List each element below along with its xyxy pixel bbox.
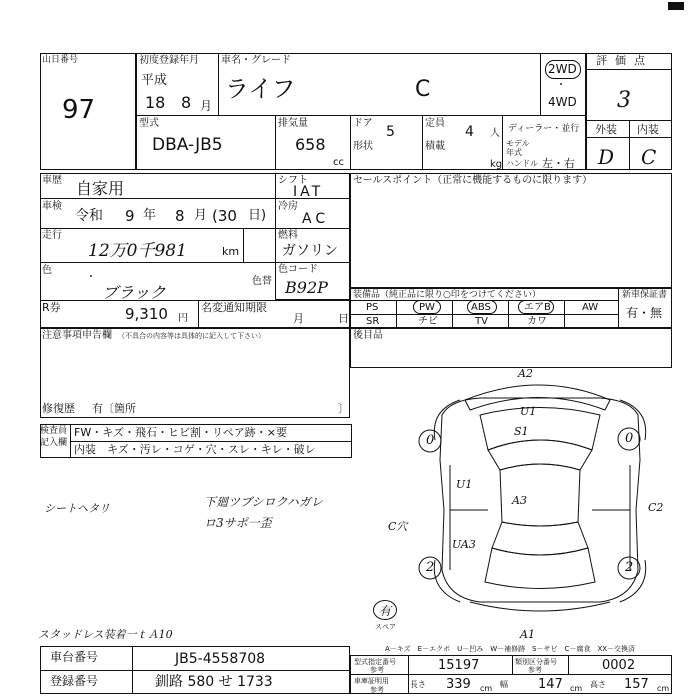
tire-mark-rear-left: 2 [426,560,435,575]
evaluation-score: 3 [617,88,631,113]
color-code-value: B92P [285,278,328,297]
inspector-row1: FW・キズ・飛石・ヒビ割・リペア跡・×要 [74,426,287,439]
equipment-leather: カワ [527,316,547,327]
registration-year: 18 [145,93,166,112]
class-no-label2: 参考 [528,666,542,674]
sales-box [350,173,672,288]
handle-value: 左・右 [542,157,575,170]
class-no-label1: 類別区分番号 [515,658,557,666]
handle-label: ハンドル [506,159,538,168]
exterior-score: D [598,145,615,169]
car-diagram [410,370,670,650]
equipment-tv-small: チビ [418,316,438,327]
equipment-label: 装備品（純正品に限り○印をつけてください） [353,290,541,300]
recycle-label: R券 [42,301,61,314]
capacity-unit: 人 [490,128,500,139]
model-label: 型式 [139,118,159,129]
interior-label: 内装 [637,123,659,136]
cert-label2: 参考 [370,686,384,694]
type-no-value: 15197 [438,658,480,673]
capacity-label: 定員 [425,118,445,129]
interior-score: C [641,145,657,169]
warranty-value: 有・無 [626,306,663,320]
model-value: DBA-JB5 [152,135,223,155]
equipment-abs: ABS [471,302,491,313]
inspection-year: 9 [125,207,135,225]
notice-day: 日 [338,312,349,325]
equipment-pw: PW [419,302,435,313]
mileage-label: 走行 [42,230,62,241]
notice-month: 月 [293,312,304,325]
inspector-note1: シートヘタリ [44,502,110,515]
evaluation-label: 評価点 [596,54,653,67]
shape-label: 形状 [353,141,373,152]
width-unit: cm [570,684,583,693]
inspection-day-unit: 日) [248,208,267,223]
rear-box [350,328,672,368]
inspector-note4: スタッドレス装着一ｔＡ10 [38,628,173,641]
vehicle-name-label: 車名・グレード [221,55,291,66]
notes-box [40,328,350,418]
diagram-mark-c2: C2 [648,501,664,514]
color-label: 色 [42,265,52,276]
plate-value: 釧路 580 せ 1733 [155,674,273,690]
repair-value: 有〔箇所 [92,402,136,415]
inspector-note3: ロ3サポ一歪 [204,516,272,530]
length-value: 339 [446,677,471,692]
equipment-tv: TV [475,316,488,327]
color-code-label: 色替 [252,276,272,287]
inspection-label: 車検 [42,201,62,212]
diagram-mark-u1-side: U1 [456,478,473,491]
spare-label: スペア [375,623,396,631]
load-label: 積載 [425,141,445,152]
mileage-value: 12万0千981 [88,241,187,261]
spare-value: 有 [379,604,392,618]
diagram-mark-u1-front: U1 [520,405,537,418]
load-unit: kg [490,159,503,170]
fuel-label: 燃料 [278,230,298,241]
equipment-ps: PS [366,302,379,313]
chassis-label: 車台番号 [50,650,99,664]
registration-month-unit: 月 [200,99,213,113]
repair-label: 修復歴 [42,402,75,415]
inspection-day: (30 [212,207,237,225]
doors-value: 5 [386,124,395,140]
inspector-label1: 検査員 [40,426,68,436]
drive-2wd: 2WD [548,62,577,76]
ac-label: 冷房 [278,201,298,212]
color-code-field-label: 色コード [278,264,318,275]
diagram-legend: A－キズ E－エクボ U－凹み W－補修跡 S－サビ C－腐食 XX－交換済 [385,645,636,653]
inspector-label2: 記入欄 [40,438,68,448]
length-unit: cm [480,684,493,693]
exterior-label: 外装 [595,123,617,136]
notice-label: 名変通知期限 [201,301,267,314]
diagram-mark-a2: A2 [518,367,533,380]
displacement-unit: cc [333,157,344,168]
drive-dot: ・ [556,80,566,91]
type-no-label1: 型式指定番号 [354,658,396,666]
inspector-row2: 内装 キズ・汚レ・コゲ・穴・スレ・キレ・破レ [74,443,316,456]
diagram-mark-c-hole: C穴 [388,520,408,533]
class-no-value: 0002 [602,658,636,673]
diagram-mark-ua3: UA3 [452,538,476,551]
history-value: 自家用 [76,179,125,198]
recycle-value: 9,310 [125,305,168,323]
length-label: 長さ [410,680,426,689]
shift-value: IAT [293,184,324,200]
dealer-label: ディーラー・並行 [508,124,580,134]
cert-label1: 車庫証明用 [354,677,389,685]
color-value: ブラック [102,283,166,302]
diagram-mark-a1: A1 [520,628,535,641]
corner-mark [668,2,684,10]
equipment-sr: SR [366,316,380,327]
mileage-unit: km [222,245,240,258]
vehicle-name: ライフ [225,75,296,103]
capacity-value: 4 [465,124,474,140]
inspection-year-unit: 年 [143,208,157,223]
equipment-aw: AW [582,302,599,313]
inspection-month: 8 [175,207,185,225]
equipment-airbag: エアB [524,302,551,313]
color-dot: ・ [86,272,96,283]
sales-label: セールスポイント（正常に機能するものに限ります） [353,175,593,186]
vehicle-grade: C [415,77,431,102]
auction-label: 山日番号 [42,55,79,65]
diagram-mark-a3: A3 [512,494,527,507]
inspector-note2: 下廻ツブシロクハガレ [204,495,323,509]
tire-mark-rear-right: 2 [625,560,634,575]
plate-label: 登録番号 [50,674,99,688]
displacement-label: 排気量 [278,118,308,129]
notes-label: 注意事項申告欄 [42,330,112,341]
fuel-value: ガソリン [282,243,338,259]
tire-mark-front-right: 0 [625,431,634,446]
width-label: 幅 [500,680,508,689]
height-value: 157 [624,677,649,692]
doors-label: ドア [353,118,373,129]
registration-month: 8 [181,93,192,112]
height-unit: cm [657,684,670,693]
type-no-label2: 参考 [370,666,384,674]
chassis-value: JB5-4558708 [175,651,266,667]
lot-number: 97 [62,95,96,125]
inspection-month-unit: 月 [194,208,208,223]
tire-mark-front-left: 0 [426,433,435,448]
registration-era: 平成 [141,73,168,88]
recycle-unit: 円 [178,313,188,324]
warranty-label: 新車保証書 [622,290,668,300]
shift-label: シフト [278,175,308,186]
inspection-era: 令和 [75,208,103,224]
model-year-label2: 年式 [506,148,522,157]
model-year-label1: モデル [506,139,530,148]
displacement-value: 658 [295,135,326,154]
repair-close: 〕 [338,402,349,415]
height-label: 高さ [590,680,606,689]
drive-4wd: 4WD [548,95,577,109]
diagram-mark-s1: S1 [514,425,529,438]
rear-label: 後目品 [353,330,383,341]
registration-label: 初度登録年月 [139,55,199,66]
width-value: 147 [538,677,563,692]
history-label: 車歴 [42,175,62,186]
notes-sublabel: （不具合の内容等は具体的に記入して下さい） [118,332,265,340]
ac-value: AC [302,211,330,227]
